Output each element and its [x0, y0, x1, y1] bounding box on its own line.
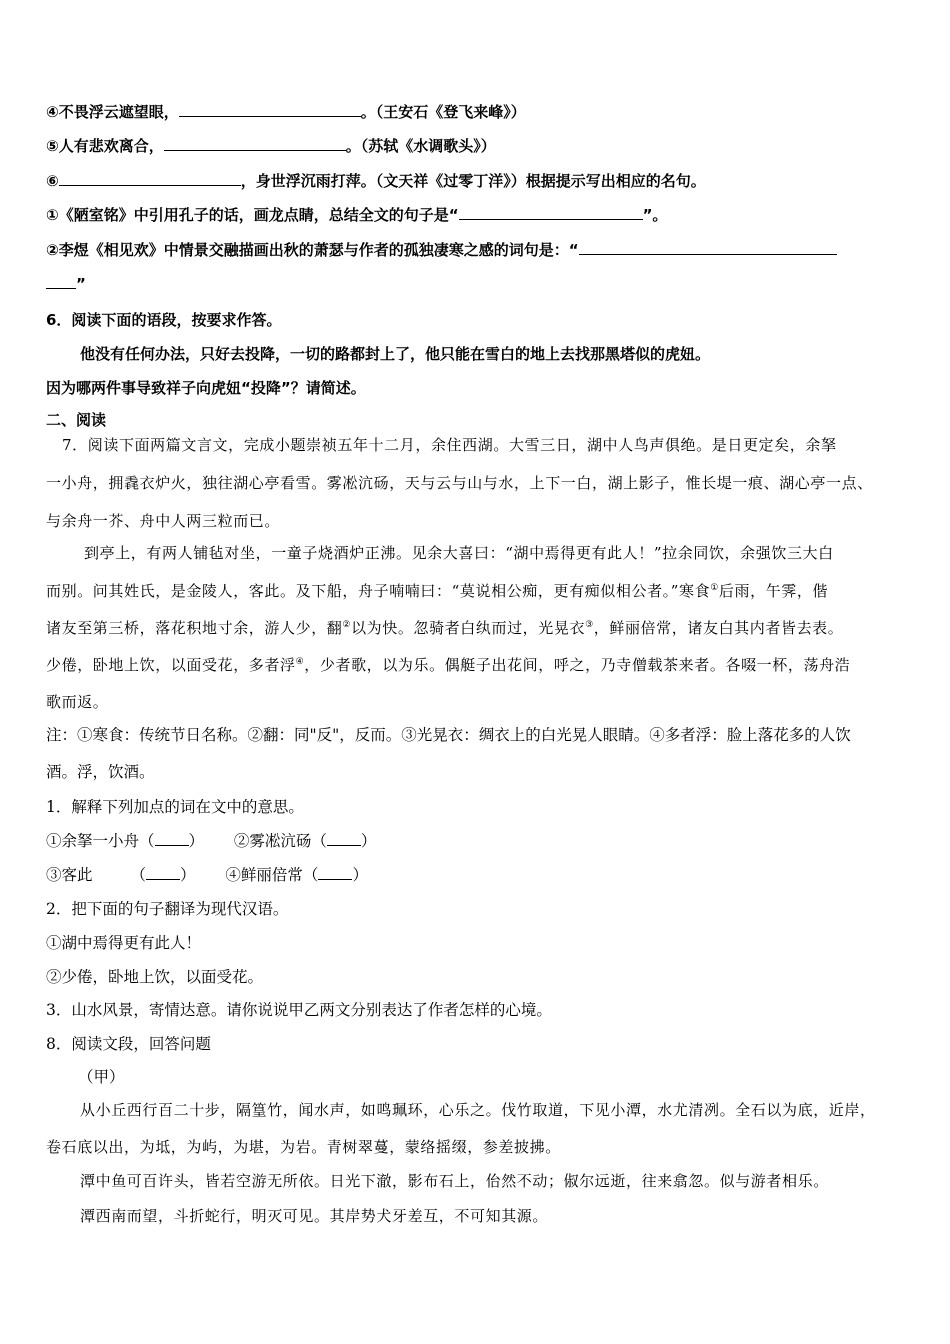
- question-6-title: 6．阅读下面的语段，按要求作答。: [46, 311, 282, 329]
- quote-question-1: [46, 204, 906, 226]
- poem-line-6-prefix: ⑥: [46, 172, 59, 190]
- poem-line-6-suffix: ，身世浮沉雨打萍。（文天祥《过零丁洋》）根据提示写出相应的名句。: [240, 172, 706, 190]
- quote-question-2-prefix: ②李煜《相见欢》中情景交融描画出秋的萧瑟与作者的孤独凄寒之感的词句是：“: [46, 241, 579, 259]
- q7-sub-question-2: 2．把下面的句子翻译为现代汉语。: [46, 900, 289, 918]
- q7-passage-2-line-3-c: ，鲜丽倍常，诸友白其内者皆去表。: [593, 619, 844, 637]
- q7-passage-2-line-2-a: 而别。问其姓氏，是金陵人，客此。及下船，舟子喃喃曰：“莫说相公痴，更有痴似相公者。”寒食: [46, 582, 711, 600]
- q7-sub-question-1-row-1: [46, 830, 906, 852]
- answer-blank-word-d[interactable]: [318, 864, 352, 880]
- footnote-marker-1: ①: [710, 583, 719, 593]
- poem-line-4-suffix: 。（王安石《登飞来峰》）: [360, 103, 526, 121]
- q7-passage-2-line-2-b: 后雨，午霁，偕: [718, 582, 829, 600]
- poem-line-6: [46, 170, 906, 192]
- q7-passage-2-line-2: [46, 580, 906, 602]
- footnote-marker-4: ④: [295, 657, 305, 667]
- footnote-marker-3: ③: [585, 620, 594, 630]
- q7-passage-2-line-1: 到亭上，有两人铺毡对坐，一童子烧酒炉正沸。见余大喜曰：“湖中焉得更有此人！”拉余同饮，余强饮三大白: [84, 544, 834, 562]
- footnote-marker-2: ②: [342, 620, 352, 630]
- q7-sub-question-2-item-1: ①湖中焉得更有此人！: [46, 934, 202, 952]
- q7-sub-question-1: 1．解释下列加点的词在文中的意思。: [46, 798, 304, 816]
- q7-passage-1-line-3: 与余舟一芥、舟中人两三粒而已。: [46, 512, 281, 530]
- answer-blank-4[interactable]: [179, 101, 361, 117]
- q7-passage-2-line-4: [46, 654, 906, 676]
- poem-line-5: [46, 135, 906, 157]
- q7-passage-2-line-3: [46, 617, 906, 639]
- poem-line-5-prefix: ⑤人有悲欢离合，: [46, 137, 164, 155]
- poem-line-4-prefix: ④不畏浮云遮望眼，: [46, 103, 179, 121]
- quote-question-2-continued: [46, 273, 906, 295]
- q7-passage-2-line-3-b: 以为快。忽骑者白纨而过，光晃衣: [351, 619, 586, 637]
- word-item-a-close: ）: [188, 832, 205, 850]
- q7-sub-question-1-row-2: [46, 864, 906, 886]
- q7-sub-question-2-item-2: ②少倦，卧地上饮，以面受花。: [46, 968, 264, 986]
- q8-passage-line-1: 从小丘西行百二十步，隔篁竹，闻水声，如鸣珮环，心乐之。伐竹取道，下见小潭，水尤清冽。全石以为底，近岸，: [80, 1101, 876, 1119]
- answer-blank-q2-cont[interactable]: [46, 273, 76, 289]
- word-item-b: ②雾凇沆砀（: [233, 832, 327, 850]
- word-item-c-open: （: [130, 866, 147, 884]
- q7-notes-line-1: 注：①寒食：传统节日名称。②翻：同"反"，反而。③光晃衣：绸衣上的白光晃人眼睛。④多者浮：脸上落花多的人饮: [46, 726, 851, 744]
- section-2-title: 二、阅读: [46, 411, 107, 429]
- answer-blank-q1[interactable]: [459, 204, 643, 220]
- question-6-prompt: 因为哪两件事导致祥子向虎妞“投降”？请简述。: [46, 379, 366, 397]
- q7-passage-2-line-4-b: ，少者歌，以为乐。偶艇子出花间，呼之，乃寺僧载茶来者。各啜一杯，荡舟浩: [304, 656, 851, 674]
- q7-passage-2-line-3-a: 诸友至第三桥，落花积地寸余，游人少，翻: [46, 619, 343, 637]
- quote-question-2: [46, 239, 906, 261]
- question-8-title: 8．阅读文段，回答问题: [46, 1035, 211, 1053]
- question-8-label: （甲）: [78, 1068, 125, 1086]
- answer-blank-6[interactable]: [59, 170, 241, 186]
- q7-sub-question-3: 3．山水风景，寄情达意。请你说说甲乙两文分别表达了作者怎样的心境。: [46, 1001, 552, 1019]
- q7-passage-2-line-4-a: 少倦，卧地上饮，以面受花，多者浮: [46, 656, 296, 674]
- q7-passage-1-line-2: 一小舟，拥毳衣炉火，独往湖心亭看雪。雾凇沆砀，天与云与山与水，上下一白，湖上影子，惟长堤一痕、湖心亭一点、: [46, 474, 873, 492]
- answer-blank-word-c[interactable]: [146, 864, 180, 880]
- quote-question-2-close: ”: [76, 275, 86, 293]
- word-item-d: ④鲜丽倍常（: [225, 866, 319, 884]
- word-item-c-close: ）: [180, 866, 196, 884]
- q8-passage-line-3: 潭中鱼可百许头，皆若空游无所依。日光下澈，影布石上，佁然不动；俶尔远逝，往来翕忽。似与游者相乐。: [80, 1172, 829, 1190]
- answer-blank-q2[interactable]: [579, 239, 837, 255]
- word-item-d-close: ）: [352, 866, 368, 884]
- q7-notes-line-2: 酒。浮，饮酒。: [46, 763, 155, 781]
- word-item-a: ①余拏一小舟（: [46, 832, 155, 850]
- poem-line-5-suffix: 。（苏轼《水调歌头》）: [345, 137, 496, 155]
- q8-passage-line-4: 潭西南而望，斗折蛇行，明灭可见。其岸势犬牙差互，不可知其源。: [80, 1207, 549, 1225]
- quote-question-1-suffix: ”。: [642, 206, 668, 224]
- question-6-passage: 他没有任何办法，只好去投降，一切的路都封上了，他只能在雪白的地上去找那黑塔似的虎妞。: [80, 345, 711, 363]
- answer-blank-word-a[interactable]: [155, 830, 189, 846]
- quote-question-1-prefix: ①《陋室铭》中引用孔子的话，画龙点睛，总结全文的句子是“: [46, 206, 459, 224]
- word-item-b-close: ）: [360, 832, 377, 850]
- q7-passage-1-line-1: 7．阅读下面两篇文言文，完成小题崇祯五年十二月，余住西湖。大雪三日，湖中人鸟声俱绝。是日更定矣，余拏: [62, 436, 837, 454]
- poem-line-4: [46, 101, 906, 123]
- q8-passage-line-2: 卷石底以出，为坻，为屿，为堪，为岩。青树翠蔓，蒙络摇缀，参差披拂。: [46, 1138, 561, 1156]
- word-item-c: ③客此: [46, 866, 93, 884]
- answer-blank-5[interactable]: [164, 135, 346, 151]
- q7-passage-2-line-5: 歌而返。: [46, 693, 109, 711]
- answer-blank-word-b[interactable]: [327, 830, 361, 846]
